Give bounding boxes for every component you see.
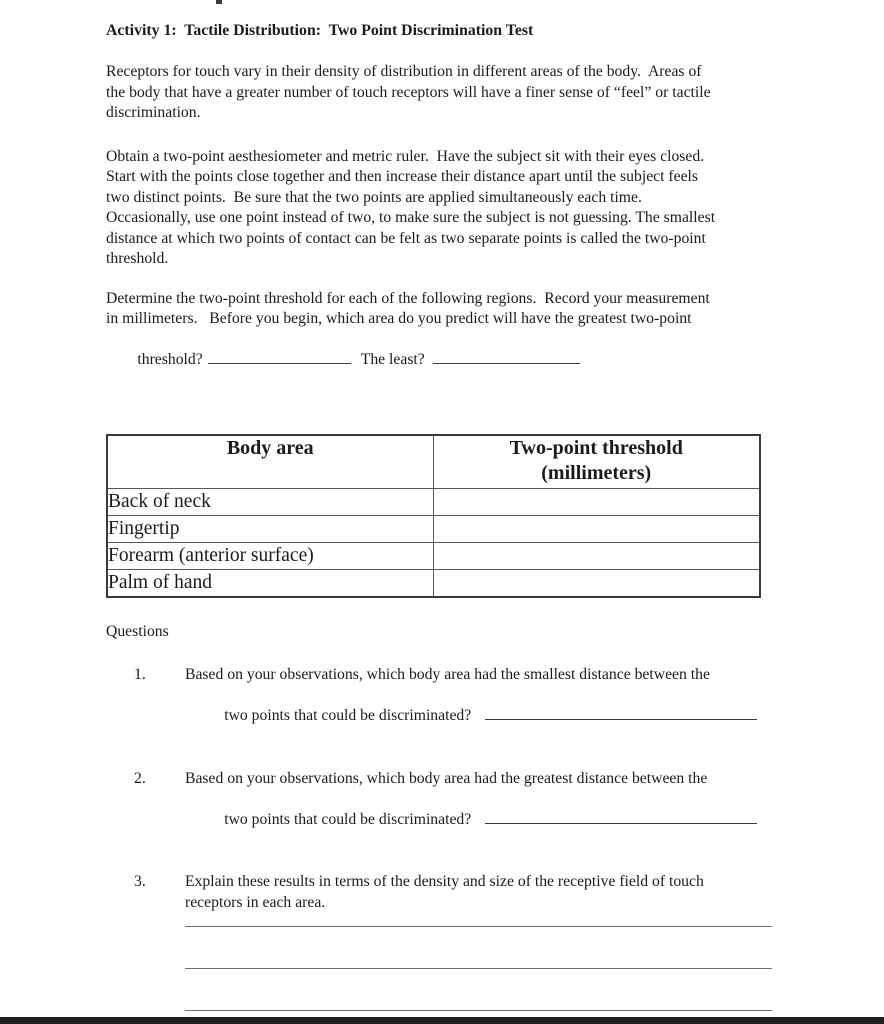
question-number: 2. bbox=[134, 770, 146, 787]
paragraph-procedure bbox=[106, 147, 796, 270]
questions-heading: Questions bbox=[106, 623, 169, 640]
body-area-cell: Forearm (anterior surface) bbox=[107, 543, 433, 570]
scan-edge-bar bbox=[0, 1017, 884, 1024]
threshold-value-cell bbox=[433, 489, 760, 516]
body-area-cell: Palm of hand bbox=[107, 570, 433, 598]
question-3 bbox=[134, 872, 796, 913]
text-line-with-blank bbox=[185, 686, 796, 748]
answer-line bbox=[185, 913, 772, 927]
table-header-row bbox=[107, 435, 760, 489]
text-line: Occasionally, use one point instead of two, to make sure the subject is not guessing. The smallest bbox=[106, 209, 716, 226]
prediction-line bbox=[106, 330, 796, 392]
header-body-area: Body area bbox=[107, 435, 433, 489]
header-line: (millimeters) bbox=[541, 462, 652, 484]
text-line: receptors in each area. bbox=[185, 893, 326, 911]
table-row bbox=[107, 543, 760, 570]
question-text bbox=[185, 769, 796, 851]
question-number: 3. bbox=[134, 873, 146, 890]
table-row bbox=[107, 516, 760, 543]
activity-title: Activity 1: Tactile Distribution: Two Point Discrimination Test bbox=[106, 22, 534, 39]
table-row bbox=[107, 489, 760, 516]
question-2-answer-blank bbox=[485, 810, 757, 824]
question-text bbox=[185, 665, 796, 747]
text-line: discrimination. bbox=[106, 104, 201, 121]
text-line: the body that have a greater number of touch receptors will have a finer sense of “feel” or tactile bbox=[106, 83, 711, 101]
least-label: The least? bbox=[360, 351, 425, 368]
question-text bbox=[185, 872, 796, 913]
text-line: Obtain a two-point aesthesiometer and metric ruler. Have the subject sit with their eyes closed. bbox=[106, 147, 705, 165]
answer-line bbox=[185, 969, 772, 1011]
threshold-table bbox=[106, 434, 761, 598]
text-line: Receptors for touch vary in their density of distribution in different areas of the body. Areas of bbox=[106, 63, 702, 80]
threshold-value-cell bbox=[433, 516, 760, 543]
threshold-value-cell bbox=[433, 543, 760, 570]
text-line: in millimeters. Before you begin, which area do you predict will have the greatest two-point bbox=[106, 310, 692, 327]
greatest-label: threshold? bbox=[137, 351, 203, 368]
question-1-answer-blank bbox=[485, 706, 757, 720]
greatest-answer-blank bbox=[208, 350, 351, 364]
text-line: two distinct points. Be sure that the two points are applied simultaneously each time. bbox=[106, 188, 642, 206]
text-line: Start with the points close together and then increase their distance apart until the subject feels bbox=[106, 168, 699, 185]
question-1 bbox=[134, 665, 796, 747]
cut-off-text-fragment bbox=[216, 0, 222, 4]
threshold-value-cell bbox=[433, 570, 760, 598]
text-line: Based on your observations, which body area had the greatest distance between the bbox=[185, 770, 708, 787]
document-content bbox=[0, 21, 884, 1024]
header-line: Two-point threshold bbox=[509, 437, 683, 459]
question-text-part: two points that could be discriminated? bbox=[224, 811, 472, 828]
paragraph-prediction bbox=[106, 289, 796, 392]
text-line-with-blank bbox=[185, 790, 796, 852]
text-line: distance at which two points of contact can be felt as two separate points is called the two-point bbox=[106, 229, 706, 247]
text-line: Determine the two-point threshold for each of the following regions. Record your measurement bbox=[106, 289, 710, 307]
least-answer-blank bbox=[433, 350, 580, 364]
header-two-point-threshold bbox=[433, 435, 760, 489]
question-number: 1. bbox=[134, 666, 146, 683]
text-line: threshold. bbox=[106, 250, 169, 267]
text-line: Based on your observations, which body area had the smallest distance between the bbox=[185, 666, 710, 683]
answer-line bbox=[185, 927, 772, 969]
body-area-cell: Fingertip bbox=[107, 516, 433, 543]
paragraph-intro bbox=[106, 62, 796, 124]
question-3-answer-lines bbox=[185, 913, 772, 1024]
text-line: Explain these results in terms of the density and size of the receptive field of touch bbox=[185, 873, 704, 890]
body-area-cell: Back of neck bbox=[107, 489, 433, 516]
question-2 bbox=[134, 769, 796, 851]
table-row bbox=[107, 570, 760, 598]
question-text-part: two points that could be discriminated? bbox=[224, 707, 472, 724]
